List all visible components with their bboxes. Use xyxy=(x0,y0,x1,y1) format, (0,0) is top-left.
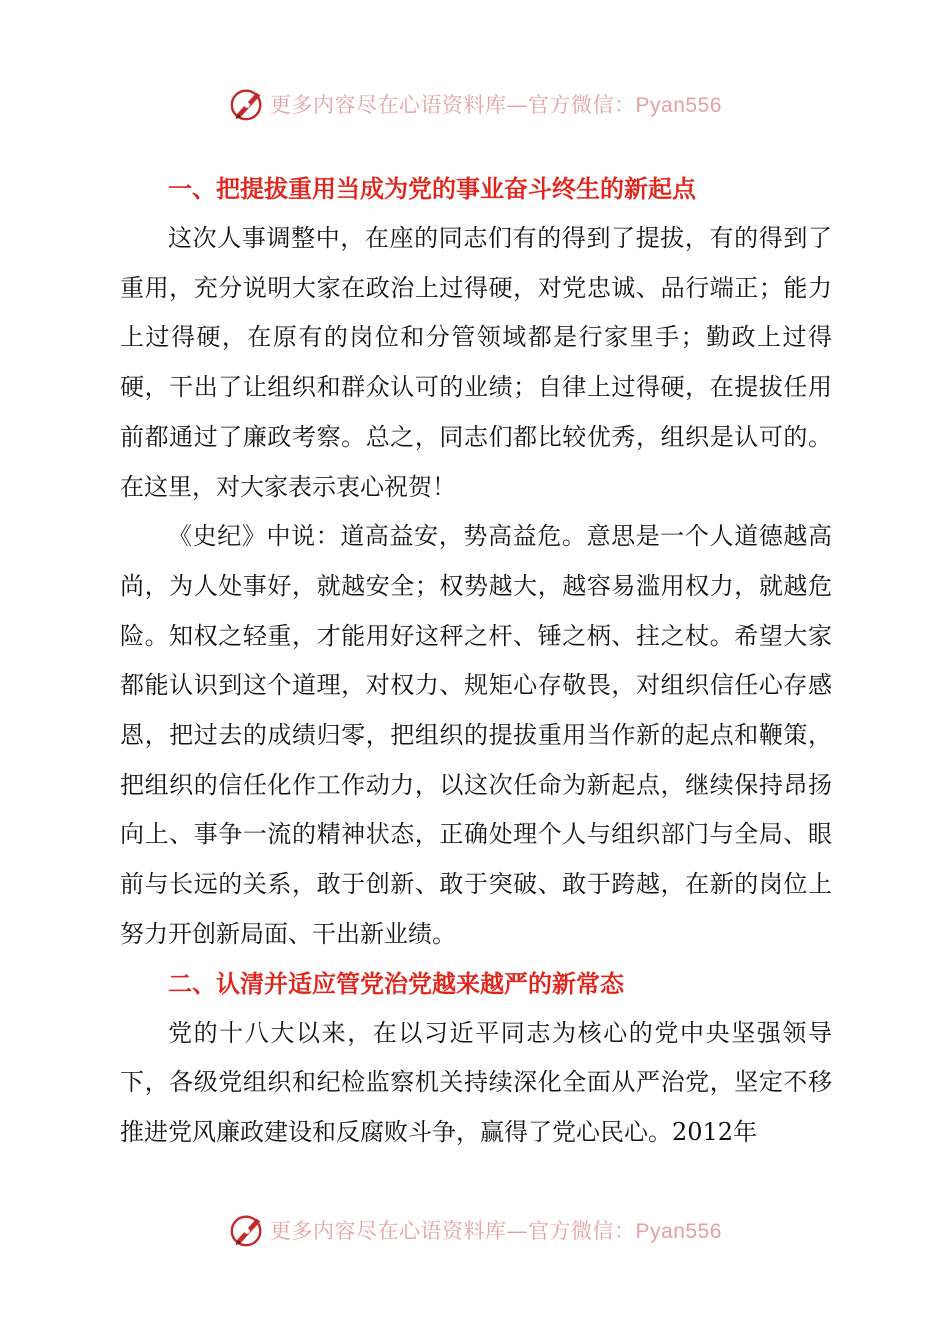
footer-banner xyxy=(0,1208,950,1252)
banner-text: 更多内容尽在心语资料库—官方微信：Pyan556 xyxy=(270,1219,722,1243)
banner-text: 更多内容尽在心语资料库—官方微信：Pyan556 xyxy=(270,93,722,117)
paragraph: 党的十八大以来，在以习近平同志为核心的党中央坚强领导下，各级党组织和纪检监察机关持续深化全面从严治党，坚定不移推进党风廉政建设和反腐败斗争，赢得了党心民心。2012年 xyxy=(120,1018,832,1146)
section-heading-1: 一、把提拔重用当成为党的事业奋斗终生的新起点 xyxy=(168,175,696,203)
header-banner xyxy=(0,82,950,126)
pen-in-circle-icon xyxy=(228,85,266,123)
paragraph: 《史纪》中说：道高益安，势高益危。意思是一个人道德越高尚，为人处事好，就越安全；权势越大，越容易滥用权力，就越危险。知权之轻重，才能用好这秤之杆、锤之柄、拄之杖。希望大家都能认识到这个道理，对权力、规矩心存敬畏，对组织信任心存感恩，把过去的成绩归零，把组织的提拔重用当作新的起点和鞭策，把组织的信任化作工作动力，以这次任命为新起点，继续保持昂扬向上、事争一流的精神状态，正确处理个人与组织部门与全局、眼前与长远的关系，敢于创新、敢于突破、敢于跨越，在新的岗位上努力开创新局面、干出新业绩。 xyxy=(120,522,832,948)
paragraph: 这次人事调整中，在座的同志们有的得到了提拔，有的得到了重用，充分说明大家在政治上过得硬，对党忠诚、品行端正；能力上过得硬，在原有的岗位和分管领域都是行家里手；勤政上过得硬，干出了让组织和群众认可的业绩；自律上过得硬，在提拔任用前都通过了廉政考察。总之，同志们都比较优秀，组织是认可的。在这里，对大家表示衷心祝贺！ xyxy=(120,224,832,501)
wechat-id: Pyan556 xyxy=(635,94,722,117)
wechat-id: Pyan556 xyxy=(635,1220,722,1243)
document-body xyxy=(120,165,832,1158)
pen-in-circle-icon xyxy=(228,1211,266,1249)
section-heading-2: 二、认清并适应管党治党越来越严的新常态 xyxy=(168,969,624,998)
